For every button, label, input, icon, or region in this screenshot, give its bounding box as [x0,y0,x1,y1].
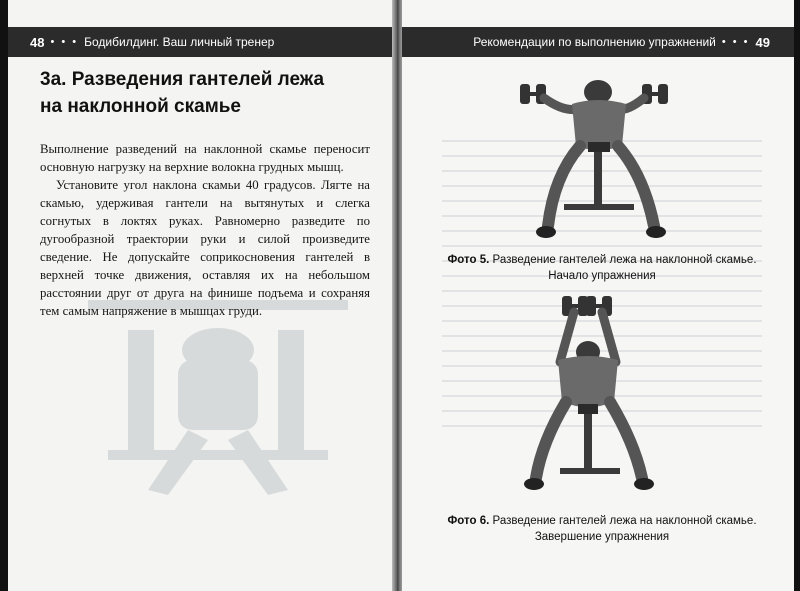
right-page [402,0,794,591]
photo-5-caption-label: Фото 5. [447,254,490,266]
photo-6-caption-label: Фото 6. [447,515,490,527]
paragraph-intro: Выполнение разведений на наклонной скамье переносит основную нагрузку на верхние волокна грудных мышц. [40,142,370,174]
photo-5-caption-text: Разведение гантелей лежа на наклонной скамье. [492,254,757,266]
photo-6 [522,292,732,497]
photo-5 [514,76,724,246]
photo-6-caption [422,513,782,545]
photo-6-image [522,292,732,497]
photo-5-caption-sub: Начало упражнения [548,270,656,282]
right-header-bar [402,27,794,57]
bleed-through-figure [68,290,368,510]
right-header-dots: • • • [721,36,750,48]
photo-5-image [514,76,724,246]
section-title [40,66,370,120]
photo-6-caption-sub: Завершение упражнения [534,531,670,543]
photo-6-caption-text: Разведение гантелей лежа на наклонной скамье. [492,515,757,527]
right-page-number: 49 [755,34,770,50]
left-running-head: Бодибилдинг. Ваш личный тренер [84,35,275,49]
body-text [40,140,370,320]
section-title-line1: 3а. Разведения гантелей лежа [40,69,325,90]
left-page-number: 48 [30,34,45,50]
left-header-bar [8,27,400,57]
paragraph-instructions: Установите угол наклона скамьи 40 градусов. Лягте на скамью, удерживая гантели на вытянутых и слегка согнутых в локтях руках. Равномерно разведите по дугообразной траектории руки и силой произведите сведение. Не допускайте соприкосновения гантелей в верхней точке движения, оставляя их на небольшом расстоянии друг от друга на финише подъема и сохраняя тем самым напряжение в мышцах груди. [40,178,370,318]
left-header-dots: • • • [50,36,79,48]
left-page [8,0,400,591]
section-title-line2: на наклонной скамье [40,96,241,117]
right-running-head: Рекомендации по выполнению упражнений [473,35,716,49]
photo-5-caption [422,252,782,284]
